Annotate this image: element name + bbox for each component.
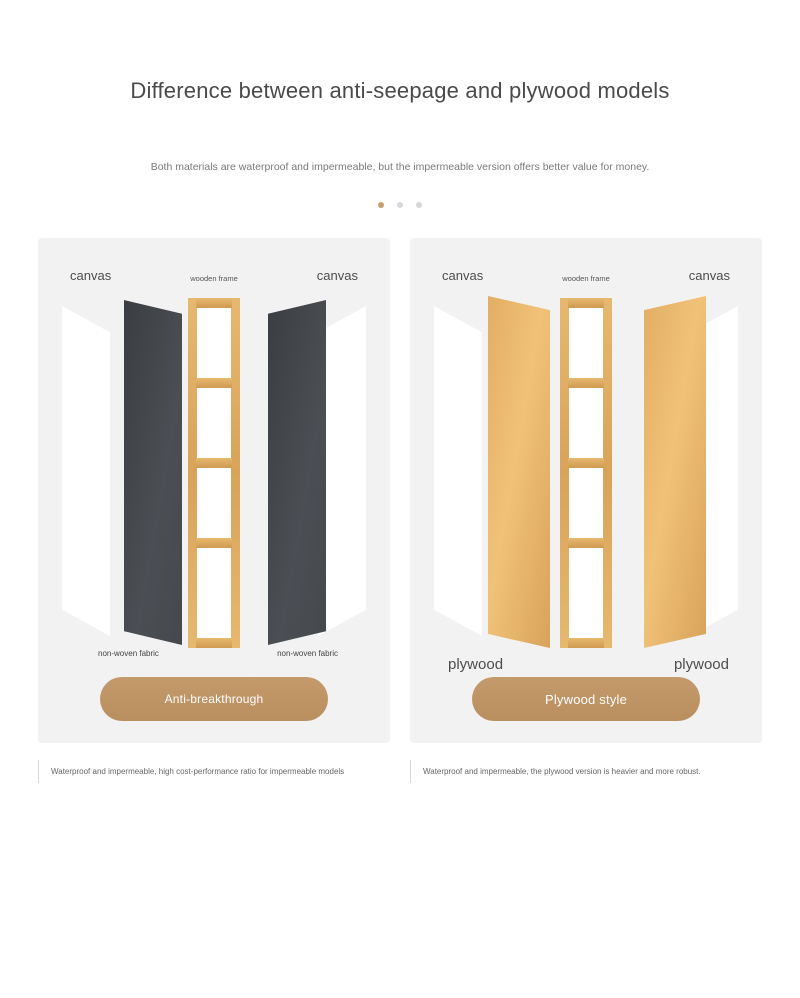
plywood-board-right [644,296,706,648]
frame-rung-2 [568,378,604,388]
frame-rung-bottom [568,638,604,648]
label-canvas-right: canvas [316,268,358,283]
wooden-frame-diagram [560,298,612,648]
frame-rung-4 [196,538,232,548]
card-plywood[interactable] [410,238,762,743]
non-woven-board-left [124,300,182,645]
label-canvas-left: canvas [442,268,484,283]
frame-inner-fill [569,298,603,648]
frame-inner-fill [197,298,231,648]
label-bottom-left: non-woven fabric [98,649,159,658]
page-subtitle: Both materials are waterproof and impermeable, but the impermeable version offers better value for money. [150,161,650,173]
caption-plywood [410,760,762,783]
carousel-dots[interactable] [0,202,800,208]
captions-row [38,760,762,783]
wooden-frame-diagram [188,298,240,648]
page-title: Difference between anti-seepage and plywood models [130,78,670,103]
canvas-sheet-left [62,306,110,636]
label-wooden-frame: wooden frame [562,274,610,283]
frame-rung-top [196,298,232,308]
frame-rung-3 [196,458,232,468]
caption-plywood-text: Waterproof and impermeable, the plywood version is heavier and more robust. [423,767,701,776]
canvas-sheet-left [434,306,482,636]
carousel-dot-3[interactable] [416,202,422,208]
frame-stile-left [188,298,197,648]
comparison-cards [38,238,762,743]
carousel-dot-2[interactable] [397,202,403,208]
frame-rung-4 [568,538,604,548]
frame-rung-bottom [196,638,232,648]
label-canvas-left: canvas [70,268,112,283]
frame-stile-right [603,298,612,648]
label-wooden-frame: wooden frame [190,274,238,283]
plywood-board-left [488,296,550,648]
caption-anti-seepage-text: Waterproof and impermeable, high cost-performance ratio for impermeable models [51,767,345,776]
caption-anti-seepage [38,760,390,783]
label-canvas-right: canvas [688,268,730,283]
card-anti-seepage[interactable] [38,238,390,743]
carousel-dot-1[interactable] [378,202,384,208]
label-bottom-right: non-woven fabric [277,649,338,658]
label-bottom-right: plywood [673,656,729,673]
frame-stile-left [560,298,569,648]
anti-breakthrough-button[interactable]: Anti-breakthrough [100,677,328,721]
non-woven-board-right [268,300,326,645]
plywood-style-button[interactable]: Plywood style [472,677,700,721]
frame-stile-right [231,298,240,648]
label-bottom-left: plywood [448,656,504,673]
frame-rung-3 [568,458,604,468]
frame-rung-top [568,298,604,308]
frame-rung-2 [196,378,232,388]
